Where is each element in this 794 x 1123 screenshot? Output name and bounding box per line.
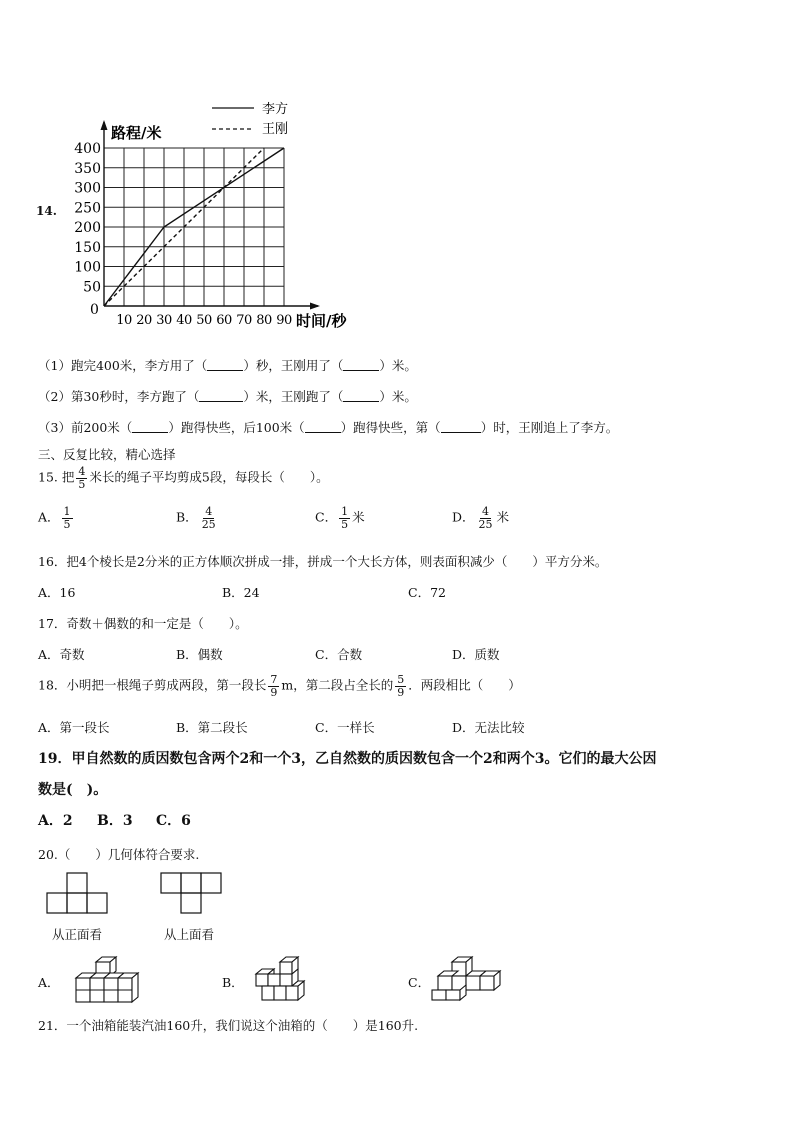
fraction: $\frac{4}{5}$: [78, 465, 86, 491]
q17-option-c[interactable]: C．合数: [315, 647, 363, 662]
answer-blank[interactable]: [305, 421, 341, 433]
q14-number: 14.: [36, 204, 57, 218]
q19-stem-line1: 19．甲自然数的质因数包含两个2和一个3，乙自然数的质因数包含一个2和两个3。它们的最大公因: [38, 751, 657, 767]
x-tick-label: 70: [236, 313, 252, 328]
y-tick-label: 100: [74, 259, 101, 276]
q14-sub2: （2）第30秒时，李方跑了（ ）米，王刚跑了（ ）米。: [38, 389, 417, 404]
q16-option-b[interactable]: B．24: [222, 585, 260, 600]
q14-chart: [74, 92, 412, 332]
q15-option-b[interactable]: B． $\frac{4}{25}$: [176, 505, 216, 531]
front-view-label: 从正面看: [52, 927, 103, 942]
legend-wang: 王刚: [262, 122, 289, 137]
q14-sub3: （3）前200米（ ）跑得快些，后100米（ ）跑得快些，第（ ）时，王刚追上了李方。: [38, 420, 619, 435]
q20-option-c-figure[interactable]: [428, 954, 508, 1006]
q19-option-c[interactable]: C．6: [156, 813, 191, 829]
q15-option-a[interactable]: A． $\frac{1}{5}$: [38, 505, 71, 531]
y-tick-label: 350: [74, 160, 101, 177]
q16-option-c[interactable]: C．72: [408, 585, 446, 600]
origin-label: 0: [90, 302, 99, 318]
answer-blank[interactable]: [132, 421, 168, 433]
q17-stem: 17．奇数＋偶数的和一定是（ ）。: [38, 616, 248, 631]
x-tick-label: 60: [216, 313, 232, 328]
q15-option-d[interactable]: D． $\frac{4}{25}$ 米: [452, 505, 510, 531]
x-axis-arrow: [310, 303, 320, 310]
x-tick-label: 20: [136, 313, 152, 328]
x-tick-label: 40: [176, 313, 192, 328]
top-view-figure: [160, 872, 230, 922]
answer-blank[interactable]: [343, 390, 379, 402]
q18-stem: 18．小明把一根绳子剪成两段，第一段长 $\frac{7}{9}$ m，第二段占全长的 $\frac{5}{9}$ ．两段相比（ ）: [38, 673, 521, 699]
front-view-figure: [46, 872, 116, 922]
x-tick-label: 90: [276, 313, 292, 328]
q16-option-a[interactable]: A．16: [38, 585, 76, 600]
q19-option-b[interactable]: B．3: [97, 813, 133, 829]
q16-stem: 16．把4个棱长是2分米的正方体顺次拼成一排，拼成一个大长方体，则表面积减少（ ）平方分米。: [38, 554, 608, 569]
answer-blank[interactable]: [343, 359, 379, 371]
q18-option-c[interactable]: C．一样长: [315, 720, 375, 735]
q20-option-b-figure[interactable]: [244, 954, 324, 1006]
x-axis-label: 时间/秒: [296, 312, 347, 330]
y-tick-label: 250: [74, 200, 101, 217]
answer-blank[interactable]: [207, 359, 243, 371]
q19-option-a[interactable]: A．2: [38, 813, 73, 829]
y-tick-label: 300: [74, 180, 101, 197]
q20-option-c-label[interactable]: C．: [408, 975, 431, 990]
q17-option-d[interactable]: D．质数: [452, 647, 500, 662]
q15-option-c[interactable]: C． $\frac{1}{5}$ 米: [315, 505, 365, 531]
q20-stem: 20.（ ）几何体符合要求.: [38, 847, 200, 862]
x-tick-label: 80: [256, 313, 272, 328]
answer-blank[interactable]: [199, 390, 243, 402]
q20-option-b-label[interactable]: B．: [222, 975, 244, 990]
q17-option-a[interactable]: A．奇数: [38, 647, 85, 662]
chart-grid: [104, 148, 284, 306]
legend-li: 李方: [262, 102, 289, 117]
y-tick-label: 50: [83, 279, 101, 296]
chart-ticks: [74, 141, 292, 328]
y-tick-label: 150: [74, 239, 101, 256]
q14-sub1: （1）跑完400米，李方用了（ ）秒，王刚用了（ ）米。: [38, 358, 417, 373]
section-title: 三、反复比较，精心选择: [38, 447, 176, 462]
q15-stem: 15. 把 $\frac{4}{5}$ 米长的绳子平均剪成5段，每段长（ ）。: [38, 465, 329, 491]
y-tick-label: 200: [74, 220, 101, 236]
q17-option-b[interactable]: B．偶数: [176, 647, 223, 662]
q20-option-a-label[interactable]: A．: [38, 975, 60, 990]
q19-stem-line2: 数是( )。: [38, 782, 108, 798]
q18-option-a[interactable]: A．第一段长: [38, 720, 110, 735]
x-tick-label: 30: [156, 313, 172, 328]
top-view-label: 从上面看: [164, 927, 215, 942]
x-tick-label: 10: [116, 313, 132, 328]
y-axis-label: 路程/米: [111, 124, 162, 142]
answer-blank[interactable]: [441, 421, 481, 433]
y-axis-arrow: [101, 120, 108, 130]
q20-option-a-figure[interactable]: [70, 956, 150, 1008]
q18-option-d[interactable]: D．无法比较: [452, 720, 525, 735]
q21-stem: 21．一个油箱能装汽油160升，我们说这个油箱的（ ）是160升.: [38, 1018, 419, 1033]
x-tick-label: 50: [196, 313, 212, 328]
q18-option-b[interactable]: B．第二段长: [176, 720, 248, 735]
y-tick-label: 400: [74, 141, 101, 157]
